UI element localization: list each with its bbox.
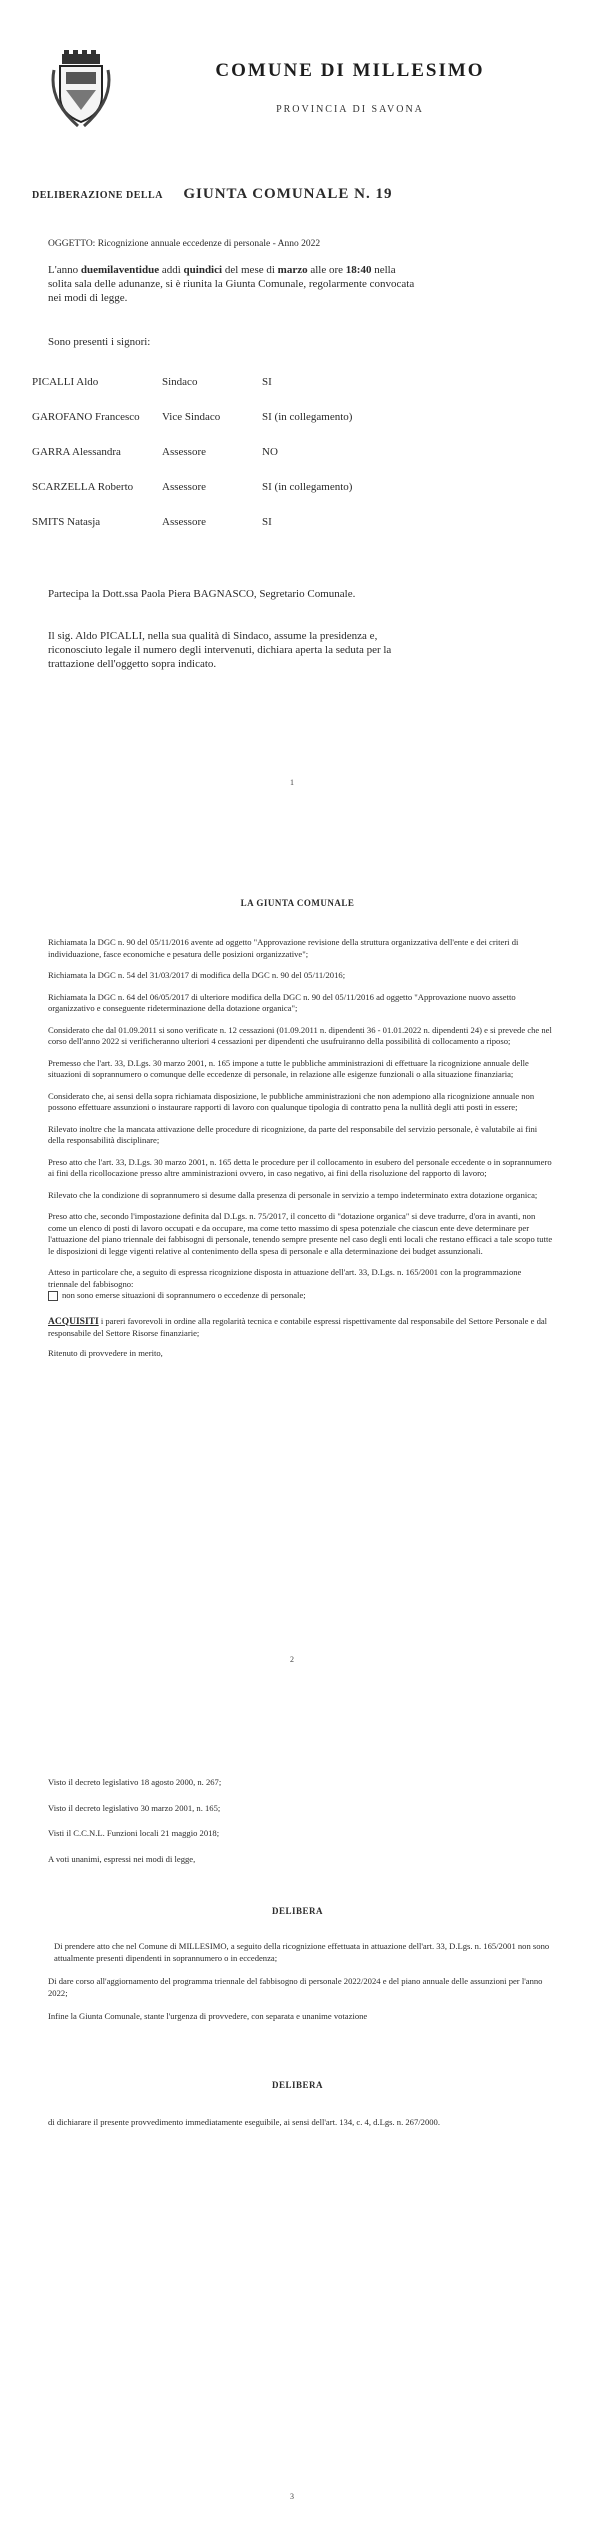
body-paragraph: Atteso in particolare che, a seguito di espressa ricognizione disposta in attuazione dell'art. 33, D.Lgs. n. 165/2001 con la programmazione triennale del fabbisogno: (48, 1267, 522, 1289)
acquisiti-lead: ACQUISITI (48, 1316, 99, 1327)
oggetto-line (48, 237, 320, 251)
presidenza-paragraph (48, 629, 553, 671)
intro-mese: marzo (277, 264, 308, 276)
voti-line: A voti unanimi, espressi nei modi di legge, (48, 1853, 196, 1864)
intro-anno: duemilaventidue (80, 264, 160, 276)
page-number: 2 (290, 1655, 294, 1664)
body-paragraph: Rilevato che la condizione di soprannumero si desume dalla presenza di personale in servizio a tempo indeterminato extra dotazione organica; (48, 1189, 538, 1200)
page-number: 3 (290, 2492, 294, 2501)
member-role: Vice Sindaco (162, 411, 221, 423)
visto-line: Visto il decreto legislativo 18 agosto 2000, n. 267; (48, 1777, 222, 1787)
presidenza-line: Il sig. Aldo PICALLI, nella sua qualità di Sindaco, assume la presidenza e, (48, 630, 378, 642)
provincia-subtitle: PROVINCIA DI SAVONA (276, 104, 424, 115)
delibera-paragraph: Di prendere atto che nel Comune di MILLESIMO, a seguito della ricognizione effettuata in attuazione dell'art. 33, D.Lgs. n. 165/2001 non sono attualmente presenti dipendenti in soprannumero o in eccedenza; (54, 1941, 550, 1963)
table-row (32, 446, 352, 481)
delibera-heading-2: DELIBERA (271, 2080, 323, 2090)
member-name: SMITS Natasja (32, 516, 101, 528)
members-table (32, 376, 352, 551)
member-presence: SI (262, 516, 272, 528)
visti-block (48, 1777, 553, 1865)
intro-text: del mese di (224, 264, 275, 276)
table-row (32, 376, 352, 411)
delibera-paragraph: Di dare corso all'aggiornamento del programma triennale del fabbisogno di personale 2022/2024 e del piano annuale delle assunzioni per l'anno 2022; (48, 1976, 543, 1998)
giunta-body (48, 937, 553, 1359)
table-row (32, 411, 352, 446)
intro-giorno: quindici (183, 264, 223, 276)
deliberazione-heading (32, 186, 392, 203)
body-paragraph: Considerato che, ai sensi della sopra richiamata disposizione, le pubbliche amministrazioni che non adempiono alla ricognizione annuale non possono effettuare assunzioni o instaurare rapporti di lavoro con qualunque tipologia di contratto pena la nullità degli atti posti in essere; (48, 1090, 535, 1112)
member-name: GAROFANO Francesco (32, 411, 140, 423)
comune-title: COMUNE DI MILLESIMO (215, 60, 485, 81)
checkbox-text: non sono emerse situazioni di soprannumero o eccedenze di personale; (62, 1290, 306, 1300)
delibera-paragraph: Infine la Giunta Comunale, stante l'urgenza di provvedere, con separata e unanime votazione (48, 2011, 368, 2021)
member-presence: SI (in collegamento) (262, 411, 353, 423)
body-paragraph: Richiamata la DGC n. 90 del 05/11/2016 avente ad oggetto "Approvazione revisione della struttura organizzativa dell'ente e dei criteri di individuazione, fasce economiche e pesatura delle posizioni organizzative"; (48, 937, 519, 959)
visto-line: Visto il decreto legislativo 30 marzo 2001, n. 165; (48, 1802, 221, 1813)
presidenza-line: riconosciuto legale il numero degli intervenuti, dichiara aperta la seduta per la (48, 644, 392, 656)
intro-line-1 (48, 263, 553, 277)
body-paragraph: Preso atto che, secondo l'impostazione definita dal D.Lgs. n. 75/2017, il concetto di "dotazione organica" si deve tradurre, d'ora in avanti, non come un elenco di posti di lavoro occupati e da occupare, ma come tetto massimo di spesa potenziale che ciascun ente deve determinare per l'attuazione del piano triennale dei fabbisogni di personale, tenendo sempre presente nel caso degli enti locali che restano efficaci a tale scopo tutte le disposizioni di legge vigenti relative al contenimento della spesa di personale e alla determinazione dei budget assunzionali. (48, 1211, 553, 1256)
table-row (32, 516, 352, 551)
member-presence: SI (in collegamento) (262, 481, 353, 493)
member-presence: SI (262, 376, 272, 388)
page-number: 1 (290, 778, 294, 787)
delibera-heading: DELIBERA (271, 1906, 323, 1916)
intro-line-3: nei modi di legge. (48, 292, 128, 304)
table-row (32, 481, 352, 516)
intro-line-2: solita sala delle adunanze, si è riunita la Giunta Comunale, regolarmente convocata (48, 278, 415, 290)
intro-text: L'anno (48, 264, 79, 276)
member-role: Assessore (162, 516, 206, 528)
visto-line: Visti il C.C.N.L. Funzioni locali 21 maggio 2018; (48, 1828, 220, 1838)
coat-of-arms-icon (48, 50, 114, 128)
intro-ora: 18:40 (345, 264, 372, 276)
member-name: PICALLI Aldo (32, 376, 99, 388)
giunta-number: GIUNTA COMUNALE N. 19 (183, 186, 393, 202)
member-name: SCARZELLA Roberto (32, 481, 134, 493)
checkbox-icon (48, 1291, 58, 1301)
presidenza-line: trattazione dell'oggetto sopra indicato. (48, 658, 217, 670)
oggetto-text: Ricognizione annuale eccedenze di personale - Anno 2022 (97, 239, 321, 249)
intro-text: addì (161, 264, 181, 276)
member-presence: NO (262, 446, 278, 458)
checkbox-line (48, 1290, 553, 1302)
member-role: Assessore (162, 481, 206, 493)
giunta-heading: LA GIUNTA COMUNALE (240, 898, 355, 908)
acquisiti-paragraph (48, 1316, 553, 1340)
body-paragraph: Richiamata la DGC n. 54 del 31/03/2017 di modifica della DGC n. 90 del 05/11/2016; (48, 970, 346, 980)
body-paragraph: Preso atto che l'art. 33, D.Lgs. 30 marzo 2001, n. 165 detta le procedure per il collocamento in esubero del personale eccedente o in soprannumero ai fini della ricollocazione presso altre amministrazioni ovvero, in caso negativo, ai fini della risoluzione del rapporto di lavoro; (48, 1156, 552, 1178)
body-paragraph: Considerato che dal 01.09.2011 si sono verificate n. 12 cessazioni (01.09.2011 n. dipendenti 36 - 01.01.2022 n. dipendenti 24) e si prevede che nel corso dell'anno 2022 si verificheranno ulteriori 4 cessazioni per dipendenti che usufruiranno della possibilità di collocamento a riposo; (48, 1024, 552, 1046)
segretario-line: Partecipa la Dott.ssa Paola Piera BAGNASCO, Segretario Comunale. (48, 588, 356, 600)
member-role: Sindaco (162, 376, 198, 388)
delibera-body (48, 1941, 553, 2023)
intro-paragraph (48, 263, 553, 305)
deliberazione-label: DELIBERAZIONE DELLA (32, 190, 163, 201)
intro-text: nella (374, 264, 396, 276)
body-paragraph: Rilevato inoltre che la mancata attivazione delle procedure di ricognizione, da parte del responsabile del servizio personale, è valutabile ai fini della responsabilità disciplinare; (48, 1123, 538, 1145)
member-role: Assessore (162, 446, 206, 458)
ritenuto-line: Ritenuto di provvedere in merito, (48, 1347, 163, 1358)
acquisiti-text: i pareri favorevoli in ordine alla regolarità tecnica e contabile espressi rispettivamente dal responsabile del Settore Personale e dal responsabile del Settore Risorse finanziarie; (48, 1315, 548, 1338)
body-paragraph: Premesso che l'art. 33, D.Lgs. 30 marzo 2001, n. 165 impone a tutte le pubbliche amministrazioni di effettuare la ricognizione annuale delle situazioni di soprannumero o comunque delle eccedenze di personale, in relazione alle esigenze funzionali o alla situazione finanziaria; (48, 1057, 529, 1079)
intro-text: alle ore (310, 264, 344, 276)
presenti-label: Sono presenti i signori: (48, 336, 151, 348)
body-paragraph: Richiamata la DGC n. 64 del 06/05/2017 di ulteriore modifica della DGC n. 90 del 05/11/2016 ad oggetto "Approvazione nuovo assetto organizzativo e conseguente rideterminazione della dotazione organica"; (48, 991, 516, 1013)
oggetto-label: OGGETTO: (48, 239, 96, 249)
delibera-final: di dichiarare il presente provvedimento immediatamente eseguibile, ai sensi dell'art. 134, c. 4, d.Lgs. n. 267/2000. (48, 2117, 440, 2127)
member-name: GARRA Alessandra (32, 446, 121, 458)
